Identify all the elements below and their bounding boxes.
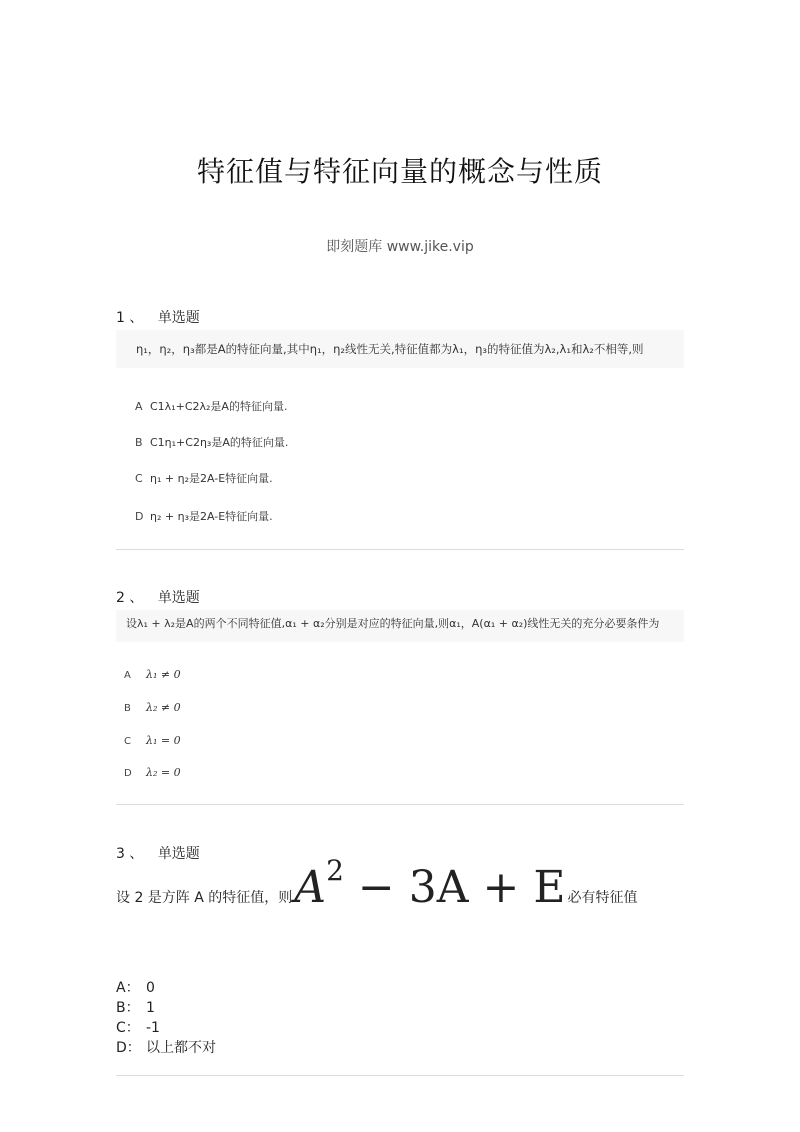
question-type: 单选题 (157, 846, 200, 862)
question-3-option-c[interactable] (116, 1017, 160, 1037)
option-text: -1 (146, 1020, 160, 1036)
question-3-option-b[interactable] (116, 997, 155, 1017)
question-2-option-b[interactable] (116, 701, 181, 714)
question-number: 2 、 (116, 590, 144, 606)
option-text: 0 (146, 980, 155, 996)
question-2-option-d[interactable] (116, 766, 181, 779)
option-letter: C (135, 472, 143, 485)
question-3-header (116, 843, 200, 863)
option-text: λ₁ ≠ 0 (146, 668, 181, 681)
option-letter: D (124, 768, 132, 779)
option-text: 以上都不对 (146, 1040, 216, 1056)
option-text: C1η₁+C2η₃是A的特征向量. (150, 436, 289, 449)
formula-base: A (294, 862, 327, 913)
option-text: η₁ + η₂是2A-E特征向量. (150, 472, 273, 485)
document-source: 即刻题库 www.jike.vip (326, 239, 474, 255)
question-2-stem: 设λ₁ + λ₂是A的两个不同特征值,α₁ + α₂分别是对应的特征向量,则α₁，A(α₁ + α₂)线性无关的充分必要条件为 (116, 610, 684, 642)
stem-text-after: 必有特征值 (567, 890, 638, 906)
question-number: 3 、 (116, 846, 144, 862)
question-1-stem: η₁，η₂，η₃都是A的特征向量,其中η₁，η₂线性无关,特征值都为λ₁，η₃的特征值为λ₂,λ₁和λ₂不相等,则 (116, 330, 684, 368)
option-letter: B (124, 703, 131, 714)
option-letter: D (135, 510, 144, 523)
option-letter: A (124, 670, 131, 681)
question-1-option-a[interactable] (116, 398, 287, 414)
option-letter: B (135, 436, 143, 449)
question-divider (116, 1075, 684, 1076)
option-text: η₂ + η₃是2A-E特征向量. (150, 510, 273, 523)
stem-text-before: 设 2 是方阵 A 的特征值，则 (116, 890, 293, 906)
formula-exponent: 2 (326, 854, 344, 887)
question-type: 单选题 (157, 310, 200, 326)
option-text: 1 (146, 1000, 155, 1016)
option-letter: D： (116, 1040, 141, 1056)
document-title: 特征值与特征向量的概念与性质 (196, 155, 603, 188)
formula-rest: − 3A + E (343, 862, 566, 913)
option-text: λ₂ = 0 (146, 766, 181, 779)
option-text: C1λ₁+C2λ₂是A的特征向量. (150, 400, 288, 413)
question-type: 单选题 (157, 590, 200, 606)
option-letter: A (135, 400, 143, 413)
question-1-option-b[interactable] (116, 434, 288, 450)
question-1-option-d[interactable] (116, 508, 273, 524)
question-1-header (116, 307, 200, 327)
option-letter: A： (116, 980, 140, 996)
question-number: 1 、 (116, 310, 144, 326)
math-formula (294, 854, 566, 913)
option-letter: C (124, 736, 131, 747)
option-text: λ₁ = 0 (146, 734, 181, 747)
question-3-option-a[interactable] (116, 977, 155, 997)
question-2-option-c[interactable] (116, 734, 181, 747)
question-3-option-d[interactable] (116, 1037, 216, 1057)
question-divider (116, 804, 684, 805)
option-letter: B： (116, 1000, 140, 1016)
question-2-header (116, 587, 200, 607)
question-2-option-a[interactable] (116, 668, 181, 681)
option-text: λ₂ ≠ 0 (146, 701, 181, 714)
question-divider (116, 549, 684, 550)
option-letter: C： (116, 1020, 140, 1036)
question-1-option-c[interactable] (116, 470, 273, 486)
